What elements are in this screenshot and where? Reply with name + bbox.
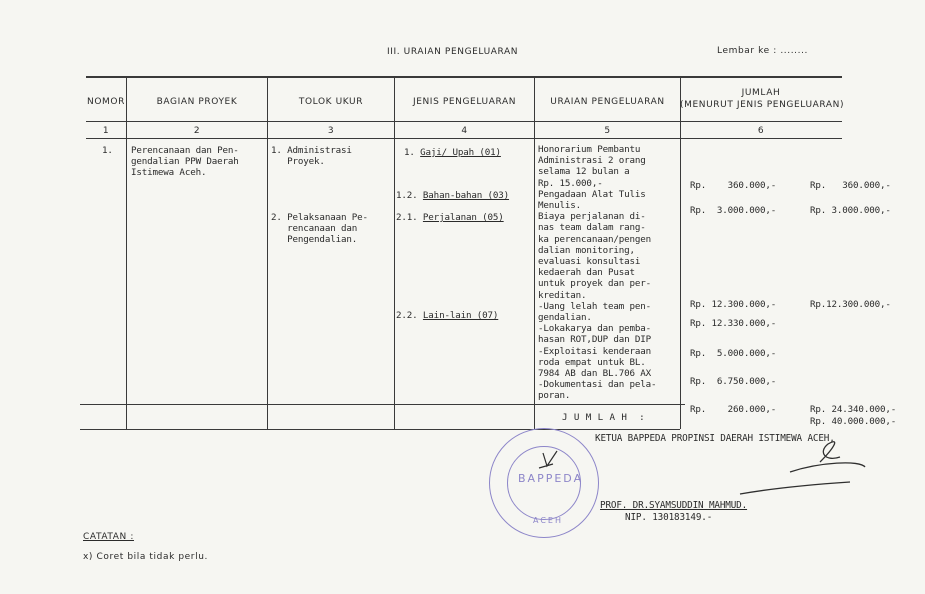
small-check-mark: [535, 448, 565, 473]
stamp-text: BAPPEDA: [518, 472, 584, 485]
uraian-line: Biaya perjalanan di-: [538, 211, 646, 223]
jenis-2: 1.2. Bahan-bahan (03): [396, 190, 510, 201]
col-header-jumlah-1: JUMLAH: [741, 88, 781, 98]
col-header-uraian: URAIAN PENGELUARAN: [550, 97, 665, 107]
uraian-line: Honorarium Pembantu: [538, 144, 641, 155]
tolok-ukur-1a: 1. Administrasi: [271, 145, 352, 156]
total-rule: [80, 404, 685, 405]
jumlah-5: Rp. 5.000.000,-: [690, 348, 777, 359]
lembar-label: Lembar ke : ........: [717, 46, 809, 56]
catatan-text: x) Coret bila tidak perlu.: [83, 552, 208, 562]
uraian-line: 7984 AB dan BL.706 AX: [538, 368, 652, 379]
jumlah-7: Rp. 260.000,-: [690, 404, 777, 415]
jumlah-1-total: Rp. 360.000,-: [810, 180, 891, 191]
uraian-line: nas team dalam rang-: [538, 222, 646, 234]
jumlah-3-total: Rp.12.300.000,-: [810, 299, 891, 310]
uraian-line: -Exploitasi kenderaan: [538, 345, 652, 357]
total-2: Rp. 40.000.000,-: [810, 416, 897, 427]
uraian-line: kreditan.: [538, 289, 587, 301]
uraian-line: Pengadaan Alat Tulis: [538, 188, 646, 200]
jenis-4: 2.2. Lain-lain (07): [396, 310, 499, 321]
tolok-ukur-1b: Proyek.: [271, 156, 325, 167]
col-header-tolok: TOLOK UKUR: [298, 97, 364, 107]
col-num-3: 3: [327, 126, 335, 136]
jenis-1: 1. Gaji/ Upah (01): [404, 147, 501, 158]
col-header-jumlah-2: (MENURUT JENIS PENGELUARAN): [680, 100, 845, 110]
stamp-text-bottom: ACEH: [533, 516, 563, 525]
row-nomor: 1.: [102, 145, 113, 156]
row-bagian-3: Istimewa Aceh.: [131, 167, 207, 178]
uraian-line: -Dokumentasi dan pela-: [538, 379, 657, 391]
col-header-jenis: JENIS PENGELUARAN: [412, 97, 517, 107]
jumlah-1: Rp. 360.000,-: [690, 180, 777, 191]
uraian-line: untuk proyek dan per-: [538, 278, 652, 290]
signature-nip: NIP. 130183149.-: [625, 512, 713, 523]
uraian-line: Rp. 15.000,-: [538, 177, 603, 189]
uraian-line: ka perencanaan/pengen: [538, 233, 652, 245]
col-header-nomor: NOMOR: [87, 97, 125, 107]
jumlah-3: Rp. 12.300.000,-: [690, 299, 777, 310]
total-label: J U M L A H :: [562, 412, 646, 423]
uraian-line: selama 12 bulan a: [538, 166, 630, 178]
uraian-line: -Lokakarya dan pemba-: [538, 323, 652, 335]
signature-title: KETUA BAPPEDA PROPINSI DAERAH ISTIMEWA ACEH,: [595, 433, 835, 444]
uraian-line: Menulis.: [538, 200, 582, 211]
col-num-1: 1: [102, 126, 110, 136]
jumlah-2: Rp. 3.000.000,-: [690, 205, 777, 216]
section-title: III. URAIAN PENGELUARAN: [387, 47, 519, 57]
header-rule: [86, 121, 842, 122]
signature-name: PROF. DR.SYAMSUDDIN MAHMUD.: [600, 500, 748, 511]
bottom-rule: [80, 429, 680, 430]
jumlah-4: Rp. 12.330.000,-: [690, 318, 777, 329]
col-num-4: 4: [461, 126, 468, 136]
col-num-2: 2: [193, 126, 201, 136]
uraian-line: kedaerah dan Pusat: [538, 267, 635, 279]
uraian-line: dalian monitoring,: [538, 244, 635, 256]
col-header-bagian: BAGIAN PROYEK: [156, 97, 238, 107]
uraian-line: gendalian.: [538, 312, 592, 323]
uraian-line: roda empat untuk BL.: [538, 356, 646, 368]
catatan-label: CATATAN :: [83, 532, 134, 542]
tolok-ukur-2c: Pengendalian.: [271, 234, 358, 245]
uraian-line: poran.: [538, 390, 571, 402]
col-num-5: 5: [604, 126, 611, 136]
total-1: Rp. 24.340.000,-: [810, 404, 897, 415]
row-bagian-2: gendalian PPW Daerah: [131, 156, 239, 167]
row-bagian-1: Perencanaan dan Pen-: [131, 145, 239, 156]
tolok-ukur-2b: rencanaan dan: [271, 223, 358, 234]
uraian-line: hasan ROT,DUP dan DIP: [538, 334, 652, 346]
uraian-line: evaluasi konsultasi: [538, 256, 641, 267]
jumlah-6: Rp. 6.750.000,-: [690, 376, 777, 387]
uraian-line: -Uang lelah team pen-: [538, 300, 652, 312]
signature-scribble: [700, 432, 870, 502]
jumlah-2-total: Rp. 3.000.000,-: [810, 205, 891, 216]
col-num-6: 6: [757, 126, 765, 136]
number-row-rule: [86, 138, 842, 139]
tolok-ukur-2a: 2. Pelaksanaan Pe-: [271, 212, 368, 223]
table-top-rule: [86, 76, 842, 78]
jenis-3: 2.1. Perjalanan (05): [396, 212, 504, 223]
uraian-line: Administrasi 2 orang: [538, 155, 646, 167]
